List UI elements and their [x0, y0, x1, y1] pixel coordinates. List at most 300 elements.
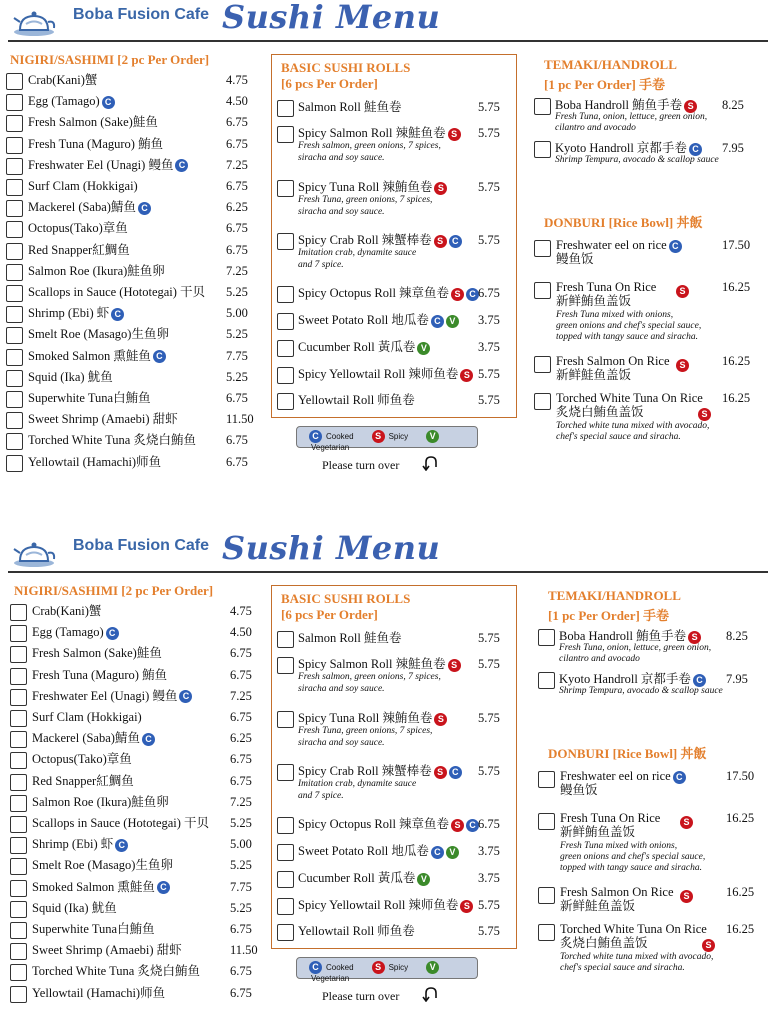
order-checkbox[interactable]: [10, 604, 27, 621]
order-checkbox[interactable]: [277, 631, 294, 648]
order-checkbox[interactable]: [6, 264, 23, 281]
vegetarian-icon: V: [446, 846, 459, 859]
roll-item-name: [298, 100, 401, 115]
item-price: 17.50: [726, 769, 755, 783]
handroll-item-name: [555, 98, 697, 113]
order-checkbox[interactable]: [277, 898, 294, 915]
item-label: Fresh Salmon On Rice: [556, 354, 670, 368]
badge-legend: [296, 426, 478, 453]
item-price: 16.25: [726, 922, 755, 936]
order-checkbox[interactable]: [277, 393, 294, 410]
turn-over-note: Please turn over: [322, 458, 400, 472]
item-price: 5.75: [478, 367, 500, 381]
menu-item-name: [28, 137, 163, 152]
order-checkbox[interactable]: [538, 813, 555, 830]
order-checkbox[interactable]: [10, 646, 27, 663]
item-price: 5.75: [478, 126, 500, 140]
item-label: Freshwater eel on rice: [556, 238, 667, 252]
item-price: 5.75: [478, 711, 500, 725]
order-checkbox[interactable]: [277, 313, 294, 330]
item-chinese-name: 新鲜鮪鱼盖饭: [560, 825, 636, 839]
roll-item-name: [298, 898, 473, 913]
vegetarian-icon: V: [426, 961, 439, 974]
order-checkbox[interactable]: [10, 943, 27, 960]
roll-item-name: [298, 180, 447, 195]
item-label: Surf Clam (Hokkigai): [32, 710, 142, 724]
order-checkbox[interactable]: [6, 243, 23, 260]
order-checkbox[interactable]: [277, 126, 294, 143]
item-price: 5.75: [478, 100, 500, 114]
cooked-icon: C: [466, 288, 479, 301]
cooked-icon: C: [431, 846, 444, 859]
menu-item-name: [32, 964, 200, 979]
item-label: Shrimp (Ebi) 虾: [28, 306, 110, 321]
menu-page-top: [0, 0, 768, 504]
menu-item-name: [32, 625, 119, 640]
order-checkbox[interactable]: [534, 141, 551, 158]
menu-item-name: [32, 837, 128, 852]
item-description: Torched white tuna mixed with avocado,: [560, 952, 714, 962]
cooked-icon: C: [153, 350, 166, 363]
order-checkbox[interactable]: [6, 306, 23, 323]
item-label: Yellowtail Roll 师鱼卷: [298, 393, 415, 407]
spicy-icon: S: [688, 631, 701, 644]
item-description: chef's special sauce and siracha.: [556, 432, 681, 442]
menu-item-name: [28, 285, 205, 300]
order-checkbox[interactable]: [6, 115, 23, 132]
item-label: Spicy Crab Roll 辣蟹棒卷: [298, 764, 432, 778]
spicy-icon: S: [680, 890, 693, 903]
item-label: Yellowtail (Hamachi)师鱼: [32, 985, 166, 1000]
cooked-icon: C: [111, 308, 124, 321]
cooked-icon: C: [179, 690, 192, 703]
item-description: and 7 spice.: [298, 260, 344, 270]
item-price: 11.50: [230, 943, 258, 958]
item-description: Shrimp Tempura, avocado & scallop sauce: [555, 155, 719, 165]
item-label: Octopus(Tako)章鱼: [32, 752, 132, 767]
donburi-item-name: [560, 811, 690, 827]
order-checkbox[interactable]: [277, 871, 294, 888]
item-label: Spicy Tuna Roll 辣鮪鱼卷: [298, 180, 433, 194]
order-checkbox[interactable]: [534, 282, 551, 299]
menu-item-name: [28, 412, 178, 427]
item-description: cilantro and avocado: [555, 123, 636, 133]
roll-item-name: [298, 631, 401, 646]
legend-spicy: Spicy: [388, 432, 409, 441]
legend-row: [297, 427, 477, 452]
item-label: Smoked Salmon 熏鮭鱼: [32, 879, 155, 894]
order-checkbox[interactable]: [6, 412, 23, 429]
order-checkbox[interactable]: [10, 880, 27, 897]
menu-item-name: [32, 858, 173, 873]
order-checkbox[interactable]: [10, 689, 27, 706]
item-price: 5.25: [230, 816, 252, 830]
temaki-subtitle: [1 pc Per Order] 手卷: [544, 77, 666, 92]
order-checkbox[interactable]: [10, 774, 27, 791]
order-checkbox[interactable]: [277, 817, 294, 834]
item-label: Cucumber Roll 黃瓜卷: [298, 871, 416, 885]
cooked-icon: C: [157, 881, 170, 894]
item-description: siracha and soy sauce.: [298, 738, 385, 748]
item-price: 5.75: [478, 764, 500, 778]
item-label: Surf Clam (Hokkigai): [28, 179, 138, 193]
item-description: siracha and soy sauce.: [298, 153, 385, 163]
order-checkbox[interactable]: [534, 356, 551, 373]
item-price: 6.75: [230, 752, 252, 767]
roll-item-name: [298, 340, 430, 355]
item-price: 16.25: [726, 811, 755, 825]
item-description: Fresh salmon, green onions, 7 spices,: [298, 141, 441, 151]
order-checkbox[interactable]: [534, 393, 551, 410]
item-label: Scallops in Sauce (Hototegai) 干贝: [32, 816, 210, 830]
order-checkbox[interactable]: [10, 731, 27, 748]
roll-item-name: [298, 817, 479, 832]
order-checkbox[interactable]: [277, 924, 294, 941]
item-description: siracha and soy sauce.: [298, 207, 385, 217]
item-label: Spicy Yellowtail Roll 辣师鱼卷: [298, 898, 459, 912]
item-label: Sweet Potato Roll 地瓜卷: [298, 844, 429, 858]
item-price: 7.25: [226, 157, 248, 172]
roll-item-name: [298, 871, 430, 886]
item-description: Imitation crab, dynamite sauce: [298, 779, 417, 789]
order-checkbox[interactable]: [6, 433, 23, 450]
item-price: 5.25: [230, 900, 252, 915]
cooked-icon: C: [142, 733, 155, 746]
legend-spicy: Spicy: [388, 963, 409, 972]
item-chinese-name: 炙烧白鮪鱼盖饭: [560, 936, 648, 950]
menu-item-name: [28, 73, 97, 88]
item-label: Spicy Salmon Roll 辣鮭鱼卷: [298, 657, 446, 671]
donburi-section-title: DONBURI [Rice Bowl] 丼飯: [548, 746, 707, 761]
rolls-subtitle: [6 pcs Per Order]: [281, 607, 378, 622]
order-checkbox[interactable]: [277, 340, 294, 357]
nigiri-title: NIGIRI/SASHIMI: [10, 52, 115, 67]
order-checkbox[interactable]: [10, 964, 27, 981]
donburi-item-name: [556, 238, 682, 253]
order-checkbox[interactable]: [10, 858, 27, 875]
spicy-icon: S: [460, 369, 473, 382]
item-label: Octopus(Tako)章鱼: [28, 221, 128, 236]
nigiri-subtitle: [2 pc Per Order]: [121, 583, 214, 598]
menu-item-name: [32, 816, 209, 831]
order-checkbox[interactable]: [6, 349, 23, 366]
temaki-section-title: [544, 55, 677, 95]
order-checkbox[interactable]: [6, 327, 23, 344]
handroll-item-name: [559, 629, 701, 644]
item-label: Egg (Tamago): [32, 625, 104, 640]
item-price: 5.75: [478, 898, 500, 912]
item-description: Shrimp Tempura, avocado & scallop sauce: [559, 686, 723, 696]
item-description: Fresh Tuna, green onions, 7 spices,: [298, 726, 433, 736]
menu-item-name: [32, 774, 134, 789]
item-price: 6.25: [226, 200, 248, 215]
item-label: Crab(Kani)蟹: [32, 604, 102, 618]
rolls-section-title: [281, 591, 410, 623]
item-badges: [671, 769, 686, 783]
item-description: topped with tangy sauce and siracha.: [556, 332, 698, 342]
item-description: Fresh Tuna, onion, lettuce, green onion,: [559, 643, 712, 653]
order-checkbox[interactable]: [10, 837, 27, 854]
menu-item-name: [28, 179, 138, 194]
turn-arrow-icon: [421, 455, 439, 471]
donburi-section-title: DONBURI [Rice Bowl] 丼飯: [544, 215, 703, 230]
item-chinese-name: 新鲜鮭鱼盖饭: [560, 899, 636, 913]
item-price: 5.25: [226, 285, 248, 299]
spicy-icon: S: [698, 408, 711, 421]
item-price: 5.75: [478, 924, 500, 938]
menu-item-name: [28, 370, 113, 385]
menu-item-name: [32, 880, 170, 895]
item-label: Scallops in Sauce (Hototegai) 干贝: [28, 285, 206, 299]
item-description: Fresh salmon, green onions, 7 spices,: [298, 672, 441, 682]
item-price: 5.25: [226, 327, 248, 342]
cooked-icon: C: [138, 202, 151, 215]
order-checkbox[interactable]: [534, 98, 551, 115]
item-description: Fresh Tuna, green onions, 7 spices,: [298, 195, 433, 205]
roll-item-name: [298, 393, 415, 408]
item-label: Kyoto Handroll 京都手卷: [555, 141, 687, 155]
spicy-icon: S: [448, 659, 461, 672]
order-checkbox[interactable]: [538, 924, 555, 941]
item-label: Sweet Potato Roll 地瓜卷: [298, 313, 429, 327]
order-checkbox[interactable]: [277, 367, 294, 384]
item-label: Spicy Tuna Roll 辣鮪鱼卷: [298, 711, 433, 725]
item-price: 5.75: [478, 180, 500, 194]
spicy-icon: S: [434, 766, 447, 779]
vegetarian-icon: V: [417, 873, 430, 886]
menu-page-bottom: [0, 531, 768, 1035]
header-divider: [8, 571, 768, 573]
order-checkbox[interactable]: [10, 668, 27, 685]
item-badges: [667, 238, 682, 252]
item-label: Kyoto Handroll 京都手卷: [559, 672, 691, 686]
item-label: Salmon Roll 鮭鱼卷: [298, 631, 402, 645]
spicy-icon: S: [680, 816, 693, 829]
item-price: 6.75: [478, 817, 500, 831]
cooked-icon: C: [309, 430, 322, 443]
order-checkbox[interactable]: [10, 710, 27, 727]
item-price: 6.75: [230, 646, 252, 661]
menu-item-name: [28, 327, 169, 342]
item-price: 4.50: [230, 625, 252, 640]
vegetarian-icon: V: [426, 430, 439, 443]
item-price: 7.25: [226, 263, 248, 278]
item-label: Crab(Kani)蟹: [28, 73, 98, 87]
item-price: 7.75: [226, 348, 248, 363]
item-description: Fresh Tuna, onion, lettuce, green onion,: [555, 112, 708, 122]
item-label: Spicy Octopus Roll 辣章鱼卷: [298, 286, 450, 300]
order-checkbox[interactable]: [277, 711, 294, 728]
item-price: 7.95: [726, 672, 748, 686]
order-checkbox[interactable]: [10, 625, 27, 642]
order-checkbox[interactable]: [538, 672, 555, 689]
item-price: 6.75: [226, 242, 248, 257]
item-label: Red Snapper紅鯛鱼: [28, 242, 130, 257]
brand-name: Boba Fusion Cafe: [73, 537, 210, 554]
item-badges: [700, 937, 715, 952]
order-checkbox[interactable]: [277, 844, 294, 861]
order-checkbox[interactable]: [6, 391, 23, 408]
item-price: 16.25: [722, 280, 751, 294]
brand-name: Boba Fusion Cafe: [73, 6, 210, 23]
order-checkbox[interactable]: [6, 137, 23, 154]
item-price: 7.75: [230, 879, 252, 894]
order-checkbox[interactable]: [277, 657, 294, 674]
item-description: Torched white tuna mixed with avocado,: [556, 421, 710, 431]
order-checkbox[interactable]: [277, 180, 294, 197]
roll-item-name: [298, 313, 459, 328]
donburi-item-name: [556, 354, 686, 370]
item-price: 4.75: [230, 604, 252, 618]
menu-item-name: [28, 349, 166, 364]
cooked-icon: C: [102, 96, 115, 109]
item-label: Torched White Tuna On Rice: [560, 922, 707, 936]
menu-item-name: [28, 243, 130, 258]
order-checkbox[interactable]: [6, 455, 23, 472]
menu-item-name: [28, 433, 196, 448]
order-checkbox[interactable]: [10, 922, 27, 939]
spicy-icon: S: [434, 235, 447, 248]
logo-icon: [12, 4, 56, 38]
cooked-icon: C: [449, 235, 462, 248]
item-label: Fresh Tuna (Maguro) 鮪鱼: [32, 667, 168, 682]
order-checkbox[interactable]: [6, 179, 23, 196]
order-checkbox[interactable]: [6, 370, 23, 387]
item-label: Salmon Roe (Ikura)鮭鱼卵: [32, 794, 169, 809]
menu-item-name: [28, 264, 165, 279]
item-price: 5.75: [478, 233, 500, 247]
order-checkbox[interactable]: [538, 887, 555, 904]
item-description: siracha and soy sauce.: [298, 684, 385, 694]
menu-item-name: [28, 158, 188, 173]
item-price: 5.75: [478, 657, 500, 671]
menu-item-name: [32, 943, 182, 958]
item-label: Fresh Tuna On Rice: [560, 811, 661, 825]
nigiri-title: NIGIRI/SASHIMI: [14, 583, 119, 598]
item-price: 5.00: [230, 837, 252, 852]
item-chinese-name: 鳗鱼饭: [556, 252, 594, 266]
nigiri-section-title: [10, 52, 209, 68]
item-label: Superwhite Tuna白鮪鱼: [32, 922, 155, 936]
item-description: Imitation crab, dynamite sauce: [298, 248, 417, 258]
item-badges: [678, 888, 693, 903]
roll-item-name: [298, 126, 461, 141]
legend-row: [297, 958, 477, 983]
spicy-icon: S: [434, 182, 447, 195]
item-label: Freshwater Eel (Unagi) 鳗鱼: [28, 157, 174, 172]
roll-item-name: [298, 924, 415, 939]
menu-item-name: [32, 986, 165, 1001]
temaki-title: TEMAKI/HANDROLL: [548, 588, 681, 603]
item-label: Spicy Salmon Roll 辣鮭鱼卷: [298, 126, 446, 140]
item-price: 4.75: [226, 73, 248, 87]
item-price: 6.75: [226, 115, 248, 130]
cooked-icon: C: [106, 627, 119, 640]
item-price: 6.75: [226, 454, 248, 469]
donburi-item-name: [560, 885, 690, 901]
item-description: chef's special sauce and siracha.: [560, 963, 685, 973]
menu-item-name: [32, 752, 132, 767]
item-label: Salmon Roe (Ikura)鮭鱼卵: [28, 263, 165, 278]
order-checkbox[interactable]: [277, 286, 294, 303]
temaki-subtitle: [1 pc Per Order] 手卷: [548, 608, 670, 623]
item-price: 8.25: [722, 98, 744, 112]
menu-item-name: [32, 922, 155, 937]
item-label: Freshwater Eel (Unagi) 鳗鱼: [32, 688, 178, 703]
item-label: Fresh Salmon On Rice: [560, 885, 674, 899]
item-price: 6.75: [226, 179, 248, 193]
menu-item-name: [28, 200, 151, 215]
menu-item-name: [32, 668, 167, 683]
menu-item-name: [28, 221, 128, 236]
menu-item-name: [32, 731, 155, 746]
order-checkbox[interactable]: [534, 240, 551, 257]
order-checkbox[interactable]: [538, 771, 555, 788]
order-checkbox[interactable]: [10, 816, 27, 833]
item-label: Egg (Tamago): [28, 94, 100, 109]
order-checkbox[interactable]: [10, 901, 27, 918]
order-checkbox[interactable]: [6, 200, 23, 217]
order-checkbox[interactable]: [538, 629, 555, 646]
item-label: Fresh Tuna (Maguro) 鮪鱼: [28, 136, 164, 151]
item-price: 16.25: [722, 391, 751, 405]
order-checkbox[interactable]: [10, 986, 27, 1003]
order-checkbox[interactable]: [10, 752, 27, 769]
roll-item-name: [298, 764, 462, 779]
order-checkbox[interactable]: [6, 285, 23, 302]
item-price: 6.75: [226, 221, 248, 236]
order-checkbox[interactable]: [277, 100, 294, 117]
vegetarian-icon: V: [417, 342, 430, 355]
order-checkbox[interactable]: [6, 158, 23, 175]
item-badges: [674, 357, 689, 372]
item-label: Torched White Tuna 炙烧白鮪鱼: [28, 433, 196, 448]
item-label: Sweet Shrimp (Amaebi) 甜虾: [32, 943, 182, 958]
item-chinese-name: 新鲜鮭鱼盖饭: [556, 368, 632, 382]
spicy-icon: S: [451, 288, 464, 301]
item-price: 7.25: [230, 794, 252, 809]
item-price: 11.50: [226, 412, 254, 427]
item-price: 6.75: [226, 391, 248, 405]
item-price: 6.75: [226, 136, 248, 151]
roll-item-name: [298, 286, 479, 301]
item-price: 6.75: [230, 773, 252, 788]
order-checkbox[interactable]: [10, 795, 27, 812]
item-label: Freshwater eel on rice: [560, 769, 671, 783]
item-chinese-name: 鳗鱼饭: [560, 783, 598, 797]
item-price: 6.25: [230, 731, 252, 746]
spicy-icon: S: [448, 128, 461, 141]
rolls-title: BASIC SUSHI ROLLS: [281, 60, 411, 75]
menu-item-name: [32, 795, 169, 810]
item-price: 6.75: [230, 710, 252, 724]
nigiri-subtitle: [2 pc Per Order]: [117, 52, 210, 67]
item-label: Mackerel (Saba)鯖鱼: [28, 200, 136, 215]
legend-vegetarian: Vegetarian: [311, 443, 350, 453]
item-price: 4.50: [226, 94, 248, 109]
cooked-icon: C: [115, 839, 128, 852]
order-checkbox[interactable]: [277, 233, 294, 250]
item-price: 16.25: [722, 354, 751, 368]
order-checkbox[interactable]: [277, 764, 294, 781]
order-checkbox[interactable]: [6, 221, 23, 238]
spicy-icon: S: [676, 285, 689, 298]
nigiri-section-title: [14, 583, 213, 599]
cooked-icon: C: [689, 143, 702, 156]
order-checkbox[interactable]: [6, 73, 23, 90]
order-checkbox[interactable]: [6, 94, 23, 111]
item-description: cilantro and avocado: [559, 654, 640, 664]
